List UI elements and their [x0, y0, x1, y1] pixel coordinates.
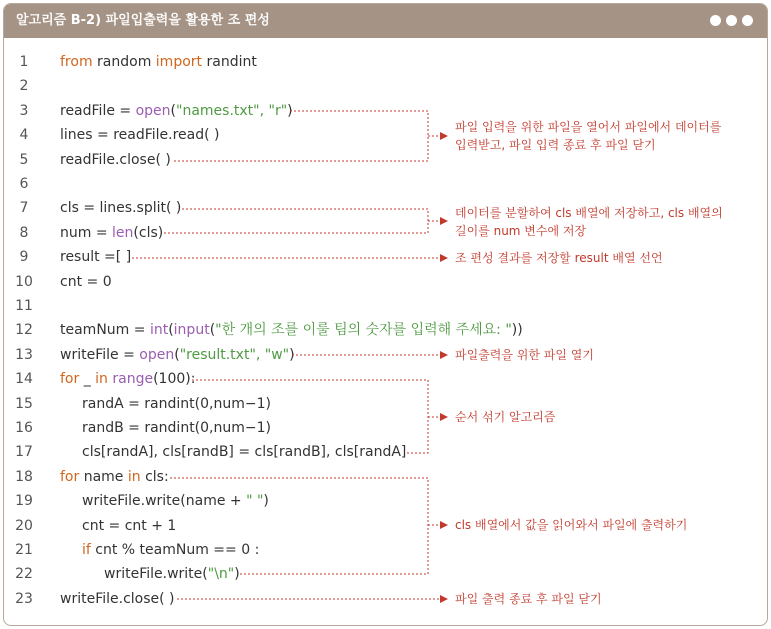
code-token: in — [95, 371, 108, 388]
code-token: int — [149, 322, 169, 339]
annotation-open-write: 파일출력을 위한 파일 열기 — [455, 348, 594, 362]
line-number: 6 — [19, 176, 29, 192]
annotation-result: 조 편성 결과를 저장할 result 배열 선언 — [455, 251, 663, 265]
code-token: num = — [60, 224, 113, 241]
code-token: ) — [263, 493, 269, 510]
code-token: ) — [287, 102, 293, 119]
code-token: randint — [202, 54, 257, 70]
connector-file-read — [174, 111, 428, 161]
code-token: )) — [511, 322, 523, 339]
code-token: len — [112, 224, 134, 241]
code-token: randA = randint(0,num−1) — [82, 395, 271, 412]
arrow-icon — [440, 254, 448, 262]
line-number: 12 — [15, 322, 33, 339]
code-token: readFile.close( ) — [60, 151, 171, 168]
line-number: 4 — [19, 127, 29, 144]
arrow-icon — [440, 521, 448, 529]
arrow-icon — [440, 413, 448, 421]
code-token: cnt = 0 — [60, 273, 112, 290]
code-token: cls[randA], cls[randB] = cls[randB], cls[randA] — [82, 444, 407, 461]
code-token: " " — [246, 493, 264, 510]
code-token: teamNum = — [60, 322, 150, 339]
line-number: 3 — [19, 102, 29, 119]
code-token: cnt % teamNum == 0 : — [90, 542, 260, 558]
line-number: 2 — [19, 78, 29, 95]
code-token: cls = lines.split( ) — [60, 200, 182, 217]
code-token: writeFile = — [60, 346, 140, 363]
code-token: "names.txt", "r" — [176, 102, 288, 119]
code-token: (cls) — [133, 224, 164, 241]
window-title: 알고리즘 B-2) 파일입출력을 활용한 조 편성 — [16, 13, 270, 28]
connector-write-loop — [170, 478, 428, 574]
code-token: "result.txt", "w" — [179, 346, 290, 363]
line-number: 15 — [15, 395, 33, 412]
connector-split — [163, 209, 428, 233]
annotation-shuffle: 순서 섞기 알고리즘 — [455, 410, 556, 424]
code-token: "\n" — [207, 566, 235, 583]
arrow-icon — [440, 351, 448, 359]
line-number: 17 — [15, 444, 33, 461]
line-number: 7 — [19, 200, 29, 217]
code-token: open — [135, 102, 171, 119]
code-token: in — [127, 468, 141, 485]
annotation-write-loop: cls 배열에서 값을 읽어와서 파일에 출력하기 — [455, 518, 688, 532]
arrow-icon — [440, 595, 448, 603]
line-number: 14 — [15, 371, 33, 388]
annotation-close-write: 파일 출력 종료 후 파일 닫기 — [455, 592, 602, 606]
code-token: ( — [168, 322, 174, 339]
code-token: cnt = cnt + 1 — [82, 517, 177, 534]
line-number: 11 — [15, 298, 33, 314]
code-token: for — [60, 468, 80, 485]
line-number: 16 — [15, 420, 33, 436]
line-number: 21 — [15, 542, 33, 558]
code-token: writeFile.write(name + — [82, 493, 247, 510]
code-token: name — [79, 468, 128, 485]
line-number: 23 — [15, 590, 33, 607]
code-token: for — [60, 371, 80, 388]
code-token: ( — [174, 346, 180, 363]
code-token: if — [82, 542, 91, 558]
code-token: import — [155, 54, 203, 70]
code-token: ( — [170, 102, 177, 119]
line-number: 10 — [15, 273, 33, 290]
code-token: ) — [234, 566, 240, 583]
line-number: 5 — [19, 151, 29, 168]
code-token: "한 개의 조를 이룰 팀의 숫자를 입력해 주세요: " — [215, 322, 512, 339]
code-token: _ — [79, 371, 96, 388]
code-token: cls: — [140, 468, 169, 485]
code-token: readFile = — [60, 102, 136, 119]
annotation-split: 데이터를 분할하여 cls 배열에 저장하고, cls 배열의 길이를 num 변수에 저장 — [455, 206, 723, 238]
code-token: result =[ ] — [60, 249, 132, 266]
code-token: randB = randint(0,num−1) — [82, 420, 271, 436]
code-token: (100): — [153, 371, 196, 388]
code-token: lines = readFile.read( ) — [60, 127, 220, 144]
line-number: 20 — [15, 517, 33, 534]
annotation-file-read: 파일 입력을 위한 파일을 열어서 파일에서 데이터를 입력받고, 파일 입력 종료 후 파일 닫기 — [455, 120, 722, 152]
line-number: 22 — [15, 566, 33, 583]
line-number: 19 — [15, 493, 33, 510]
code-token: open — [139, 346, 175, 363]
line-number: 8 — [19, 224, 29, 241]
line-number: 1 — [19, 54, 29, 70]
code-token: ) — [289, 346, 295, 363]
line-number: 18 — [15, 468, 33, 485]
arrow-icon — [440, 132, 448, 140]
code-token: range — [112, 371, 154, 388]
code-token: writeFile.close( ) — [60, 590, 175, 607]
arrow-icon — [440, 217, 448, 225]
connector-shuffle — [192, 380, 428, 453]
code-token: random — [92, 54, 156, 70]
line-number: 13 — [15, 346, 33, 363]
code-token: writeFile.write( — [104, 566, 208, 583]
code-token: from — [60, 54, 93, 70]
code-token: input — [173, 322, 210, 339]
code-token: ( — [209, 322, 216, 339]
line-number: 9 — [19, 249, 29, 266]
